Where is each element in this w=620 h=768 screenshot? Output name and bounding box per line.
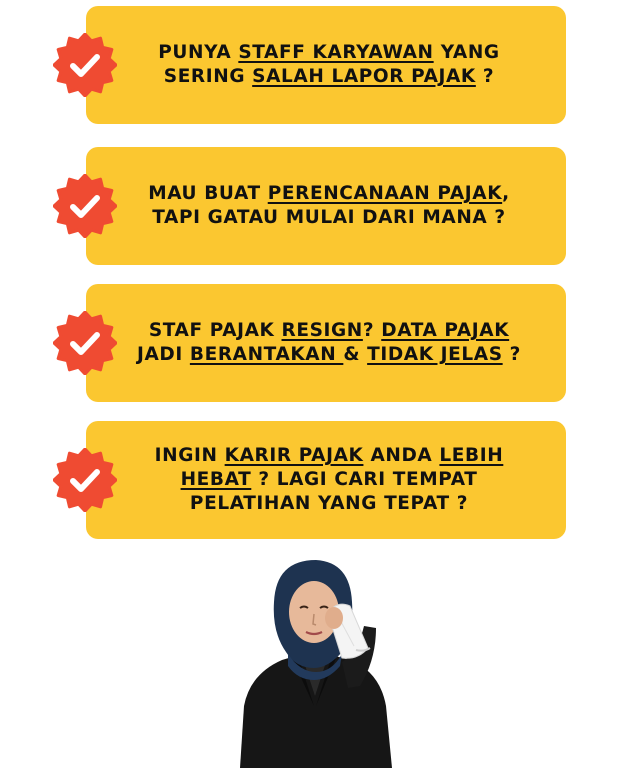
text-segment: &	[343, 344, 368, 365]
verified-check-badge-icon	[53, 448, 117, 512]
verified-check-badge-icon	[53, 33, 117, 97]
text-segment: ?	[475, 66, 495, 87]
underlined-text: DATA PAJAK	[381, 320, 510, 341]
badge-shape	[54, 175, 116, 237]
text-segment: SERING	[163, 66, 253, 87]
question-text	[158, 41, 499, 89]
text-segment: ,	[502, 183, 510, 204]
underlined-text: RESIGN	[281, 320, 363, 341]
verified-check-badge-icon	[53, 174, 117, 238]
text-segment: YANG	[433, 42, 500, 63]
text-segment: STAF PAJAK	[148, 320, 282, 341]
question-card-1	[86, 6, 566, 124]
text-segment: ? LAGI CARI TEMPAT	[251, 469, 478, 490]
text-segment: PELATIHAN YANG TEPAT ?	[189, 493, 469, 514]
question-card-4	[86, 421, 566, 539]
text-segment: INGIN	[154, 445, 225, 466]
underlined-text: PERENCANAAN PAJAK	[267, 183, 503, 204]
woman-wiping-tears-photo	[230, 556, 400, 768]
text-segment: JADI	[136, 344, 190, 365]
underlined-text: SALAH LAPOR PAJAK	[252, 66, 476, 87]
underlined-text: KARIR PAJAK	[224, 445, 364, 466]
text-segment: PUNYA	[158, 42, 239, 63]
verified-check-badge-icon	[53, 311, 117, 375]
question-card-2	[86, 147, 566, 265]
badge-shape	[54, 449, 116, 511]
text-segment: TAPI GATAU MULAI DARI MANA ?	[152, 207, 506, 228]
badge-shape	[54, 312, 116, 374]
text-segment: ANDA	[363, 445, 440, 466]
text-segment: ?	[362, 320, 382, 341]
underlined-text: BERANTAKAN	[189, 344, 344, 365]
underlined-text: LEBIH	[439, 445, 504, 466]
question-text	[148, 182, 510, 230]
text-segment: MAU BUAT	[148, 183, 268, 204]
question-text	[137, 319, 521, 367]
question-card-3	[86, 284, 566, 402]
question-text	[155, 444, 504, 516]
underlined-text: TIDAK JELAS	[367, 344, 503, 365]
text-segment: ?	[502, 344, 522, 365]
underlined-text: STAFF KARYAWAN	[238, 42, 434, 63]
badge-shape	[54, 34, 116, 96]
underlined-text: HEBAT	[180, 469, 252, 490]
